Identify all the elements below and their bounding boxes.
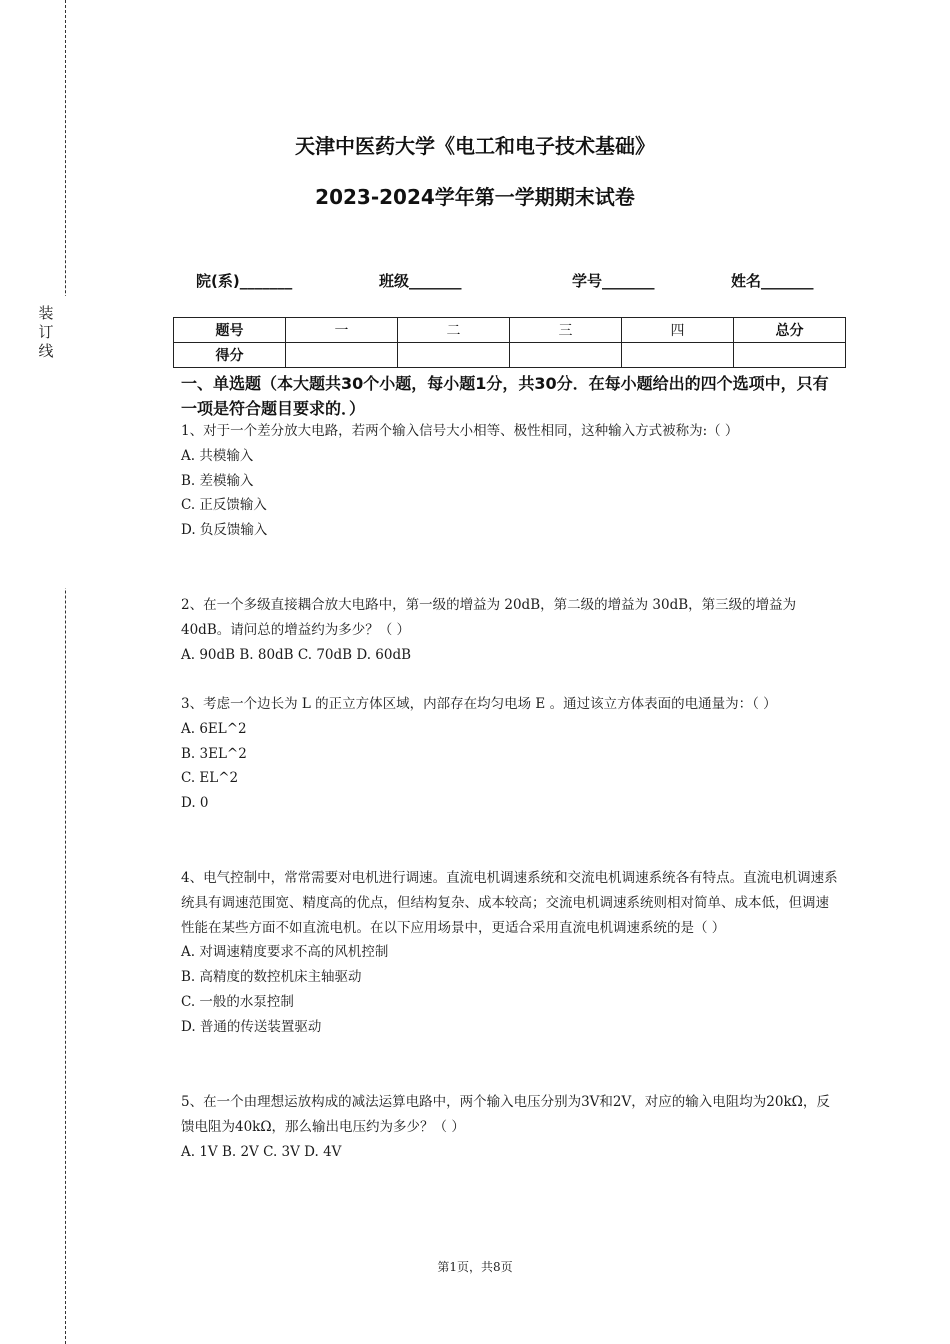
score-cell [398, 343, 510, 368]
option-a: A. 对调速精度要求不高的风机控制 [181, 944, 389, 961]
option-b: B. 高精度的数控机床主轴驱动 [181, 969, 362, 986]
header-cell-part-4: 四 [622, 318, 734, 343]
name-field: 姓名_______ [731, 272, 814, 290]
score-table-header-row [174, 318, 846, 343]
question-3 [181, 692, 841, 816]
option-b: B. 差模输入 [181, 472, 254, 489]
score-table [173, 317, 846, 368]
option-b: B. 3EL^2 [181, 745, 247, 762]
question-2 [181, 593, 841, 667]
exam-title: 天津中医药大学《电工和电子技术基础》 [295, 134, 655, 158]
question-stem: 3、考虑一个边长为 L 的正立方体区域，内部存在均匀电场 E 。通过该立方体表面的电通量为：（ ） [181, 696, 777, 712]
score-cell [622, 343, 734, 368]
options-line: A. 1V B. 2V C. 3V D. 4V [181, 1143, 342, 1160]
header-cell-part-1: 一 [286, 318, 398, 343]
class-field: 班级_______ [379, 272, 462, 290]
question-1 [181, 419, 841, 543]
question-5 [181, 1090, 841, 1164]
binding-char: 线 [38, 342, 54, 360]
score-cell [734, 343, 846, 368]
header-cell-part-3: 三 [510, 318, 622, 343]
option-a: A. 6EL^2 [181, 720, 247, 737]
exam-term: 2023-2024学年第一学期期末试卷 [315, 185, 635, 209]
option-c: C. 正反馈输入 [181, 497, 267, 514]
score-table-score-row [174, 343, 846, 368]
binding-label [37, 304, 55, 361]
score-row-label: 得分 [174, 343, 286, 368]
section-heading: 一、单选题（本大题共30个小题，每小题1分，共30分．在每小题给出的四个选项中，只有一项是符合题目要求的．） [181, 374, 829, 418]
header-cell-question-no: 题号 [174, 318, 286, 343]
score-cell [510, 343, 622, 368]
options-line: A. 90dB B. 80dB C. 70dB D. 60dB [181, 646, 412, 663]
student-info-row [0, 270, 950, 292]
score-cell [286, 343, 398, 368]
college-field: 院(系)_______ [196, 272, 293, 290]
option-c: C. 一般的水泵控制 [181, 993, 294, 1010]
question-stem: 2、在一个多级直接耦合放大电路中，第一级的增益为 20dB，第二级的增益为 30dB，第三级的增益为 40dB。请问总的增益约为多少？（ ） [181, 597, 797, 638]
option-a: A. 共模输入 [181, 447, 254, 464]
option-d: D. 0 [181, 795, 209, 812]
page-number: 第1页，共8页 [437, 1260, 513, 1274]
question-4 [181, 866, 841, 1040]
header-cell-total: 总分 [734, 318, 846, 343]
binding-char: 订 [38, 323, 54, 341]
question-stem: 1、对于一个差分放大电路，若两个输入信号大小相等、极性相同，这种输入方式被称为:（ ） [181, 423, 739, 439]
option-d: D. 普通的传送装置驱动 [181, 1018, 322, 1035]
question-stem: 4、电气控制中，常常需要对电机进行调速。直流电机调速系统和交流电机调速系统各有特点。直流电机调速系统具有调速范围宽、精度高的优点，但结构复杂、成本较高；交流电机调速系统则相对简单、成本低，但调速性能在某些方面不如直流电机。在以下应用场景中，更适合采用直流电机调速系统的是（ ） [181, 870, 838, 936]
header-cell-part-2: 二 [398, 318, 510, 343]
student-id-field: 学号_______ [572, 272, 655, 290]
option-d: D. 负反馈输入 [181, 522, 268, 539]
option-c: C. EL^2 [181, 770, 239, 787]
binding-char: 装 [38, 304, 54, 322]
question-stem: 5、在一个由理想运放构成的减法运算电路中，两个输入电压分别为3V和2V，对应的输入电阻均为20kΩ，反馈电阻为40kΩ，那么输出电压约为多少？（ ） [181, 1094, 830, 1135]
